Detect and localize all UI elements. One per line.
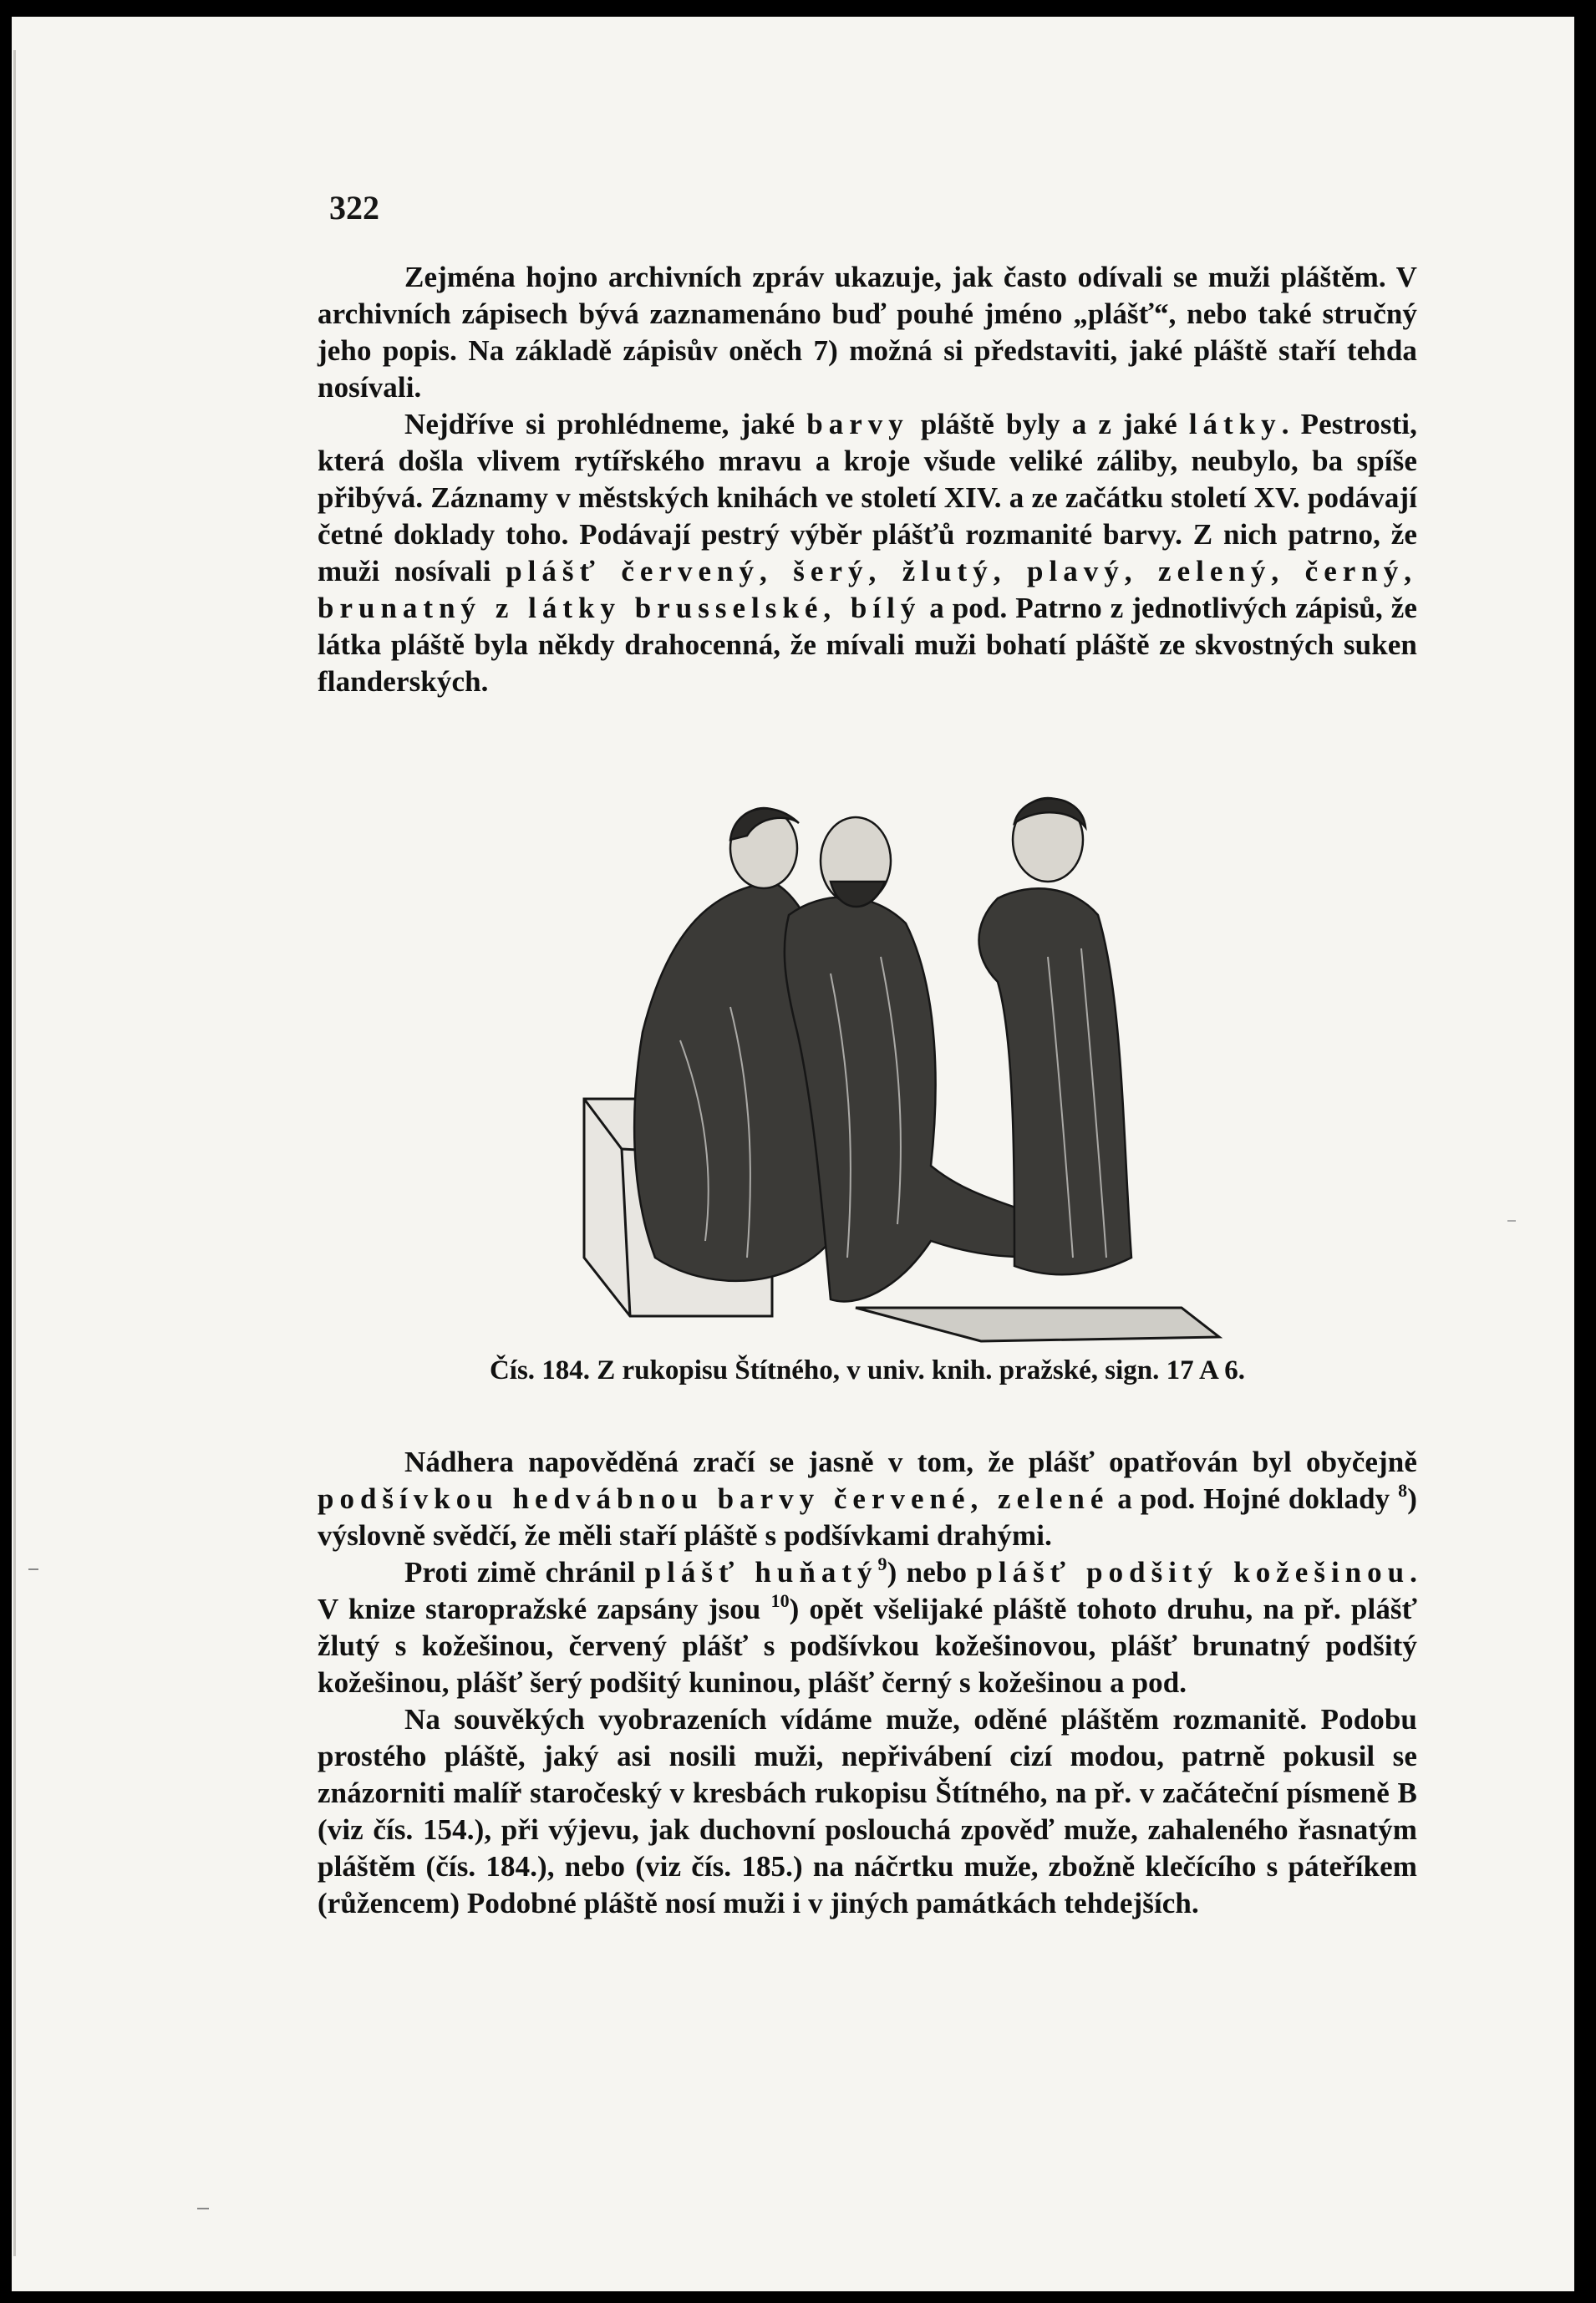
spaced-text-podsivkou: podšívkou hedvábnou barvy červené, zelené — [318, 1482, 1110, 1515]
paragraph-3: Nádhera napověděná zračí se jasně v tom, že plášť opatřován byl obyčejně podšívkou hedvábnou barvy červené, zelené a pod. Hojné doklady $^8$) výslovně svědčí, že měli staří pláště s podšívkami drahými. — [318, 1446, 1417, 1552]
paragraph-2: Nejdříve si prohlédneme, jaké barvy pláště byly a z jaké látky. Pestrosti, která došla vlivem rytířského mravu a kroje všude veliké záliby, neubylo, ba spíše přibývá. Záznamy v městských knihách ve století XIV. a ze začátku století XV. podávají četné doklady toho. Podávají pestrý výběr plášťů rozmanité barvy. Z nich patrno, že muži nosívali plášť červený, šerý, žlutý, plavý, zelený, černý, brunatný z látky brusselské, bílý a pod. Patrno z jednotlivých zápisů, že látka pláště byla někdy drahocenná, že mívali muži bohatí pláště ze skvostných suken flanderských. — [318, 408, 1418, 698]
footnote-ref-8: 8 — [1398, 1480, 1408, 1501]
book-page — [12, 17, 1574, 2291]
spaced-text-podsity: plášť podšitý kožešinou — [976, 1556, 1410, 1589]
paragraph-4: Proti zimě chránil plášť huňatý$^9$) nebo plášť podšitý kožešinou. V knize staropražské zapsány jsou $^{10}$) opět všelijaké pláště tohoto druhu, na př. plášť žlutý s kožešinou, červený plášť s podšívkou kožešinovou, plášť brunatný podšitý kožešinou, plášť šerý podšitý kuninou, plášť černý s kožešinou a pod. — [318, 1553, 1417, 1699]
figure-184-illustration — [580, 790, 1232, 1345]
text-block-top — [318, 259, 1417, 700]
engraving-three-men — [580, 790, 1232, 1345]
spaced-text-colors: plášť červený, šerý, žlutý, plavý, zelený, černý, brunatný z látky brusselské, bílý — [318, 555, 1417, 624]
margin-tick — [197, 2208, 209, 2209]
ground-hatching — [856, 1308, 1219, 1341]
footnote-ref-10: 10 — [770, 1590, 790, 1611]
margin-tick — [1507, 1220, 1516, 1222]
margin-tick — [28, 1568, 38, 1570]
paragraph-5: Na souvěkých vyobrazeních vídáme muže, oděné pláštěm rozmanitě. Podobu prostého pláště, jaký asi nosili muži, nepřivábení cizí modou, patrně pokusil se znázorniti malíř staročeský v kresbách rukopisu Štítného, na př. v začáteční písmeně B (viz čís. 154.), při výjevu, jak duchovní poslouchá zpověď muže, zahaleného řasnatým pláštěm (čís. 184.), nebo (viz čís. 185.) na náčrtku muže, zbožně klečícího s páteříkem (růžencem) Podobné pláště nosí muži i v jiných památkách tehdejších. — [318, 1703, 1417, 1919]
page-number: 322 — [329, 189, 379, 226]
spaced-text-latky: látky — [1188, 408, 1282, 440]
text-block-bottom — [318, 1444, 1417, 1922]
spaced-text-hunaty: plášť huňatý — [644, 1556, 878, 1589]
left-margin-rule — [13, 50, 16, 2256]
figure-caption: Čís. 184. Z rukopisu Štítného, v univ. knih. pražské, sign. 17 A 6. — [489, 1355, 1246, 1385]
spaced-text-barvy: barvy — [806, 408, 909, 440]
footnote-ref-9: 9 — [877, 1553, 887, 1574]
paragraph-1: Zejména hojno archivních zpráv ukazuje, jak často odívali se muži pláštěm. V archivních zápisech bývá zaznamenáno buď pouhé jméno „plášť“, nebo také stručný jeho popis. Na základě zápisův oněch 7) možná si představiti, jaké pláště staří tehda nosívali. — [318, 261, 1417, 404]
